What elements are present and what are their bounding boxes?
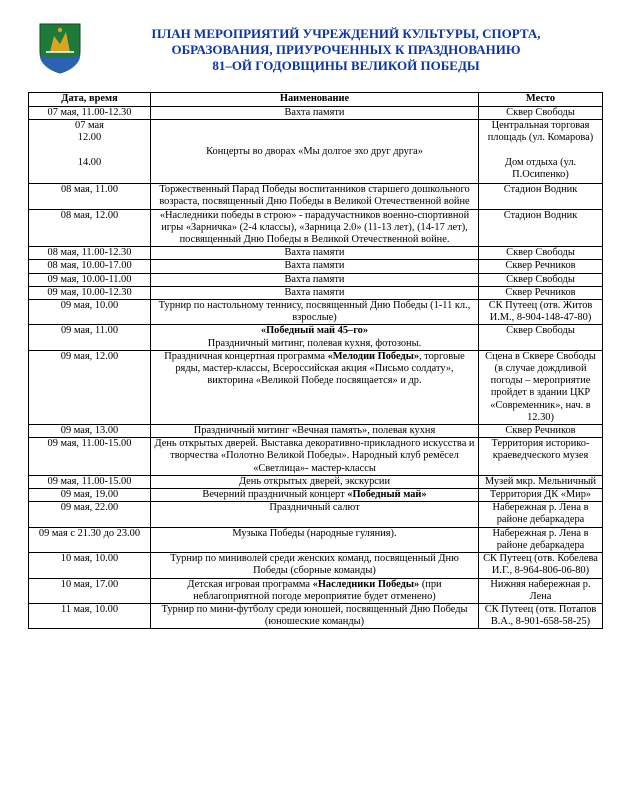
document-header [0,0,629,92]
event-place: Набережная р. Лена в районе дебаркадера [479,502,603,527]
event-name: День открытых дверей. Выставка декоративно-прикладного искусства и творчества «Полотно Великой Победы». Народный клуб ремёсел «Светлица»- мастер-классы [151,438,479,476]
table-row [29,107,603,120]
event-place: Сквер Свободы [479,273,603,286]
event-place: СК Путеец (отв. Потапов В.А., 8-901-658-58-25) [479,603,603,628]
event-date-line: 12.00 [77,132,102,144]
event-date: 08 мая, 12.00 [29,209,151,247]
column-header-date: Дата, время [29,93,151,107]
event-date: 09 мая, 13.00 [29,425,151,438]
event-place: Музей мкр. Мельничный [479,475,603,488]
title-line-3: 81–ОЙ ГОДОВЩИНЫ ВЕЛИКОЙ ПОБЕДЫ [212,58,480,73]
event-place: СК Путеец (отв. Житов И.М., 8-904-148-47-80) [479,300,603,325]
event-name-detail: Праздничный митинг, полевая кухня, фотозоны. [207,337,422,349]
event-place: Территория ДК «Мир» [479,489,603,502]
table-row [29,184,603,209]
column-header-place: Место [479,93,603,107]
title-line-2: ОБРАЗОВАНИЯ, ПРИУРОЧЕННЫХ К ПРАЗДНОВАНИЮ [171,42,521,57]
title-line-1: ПЛАН МЕРОПРИЯТИЙ УЧРЕЖДЕНИЙ КУЛЬТУРЫ, СПОРТА, [151,26,541,41]
table-row [29,578,603,603]
event-name: Вахта памяти [151,260,479,273]
coat-of-arms-icon [38,22,82,74]
table-row [29,425,603,438]
event-place: Сквер Речников [479,425,603,438]
event-date: 10 мая, 17.00 [29,578,151,603]
event-name [151,489,479,502]
event-place: Набережная р. Лена в районе дебаркадера [479,527,603,552]
event-name: Вахта памяти [151,247,479,260]
event-name-highlight: «Победный май» [347,489,427,501]
event-name: Турнир по настольному теннису, посвященный Дню Победы (1-11 кл., взрослые) [151,300,479,325]
event-date: 09 мая с 21.30 до 23.00 [29,527,151,552]
event-name-highlight: «Наследники Победы» [312,578,420,590]
event-name: Вахта памяти [151,107,479,120]
event-date: 09 мая, 11.00-15.00 [29,438,151,476]
event-place: Сквер Свободы [479,325,603,350]
event-name [151,350,479,424]
table-row [29,603,603,628]
table-header-row [29,93,603,107]
event-name: Торжественный Парад Победы воспитанников старшего дошкольного возраста, посвященный Дню Победы в Великой Отечественной войне [151,184,479,209]
table-row [29,247,603,260]
event-place [479,120,603,184]
event-date: 09 мая, 11.00-15.00 [29,475,151,488]
event-name-highlight: «Мелодии Победы» [327,350,420,362]
event-place: Сквер Свободы [479,107,603,120]
event-place: СК Путеец (отв. Кобелева И.Г., 8-964-806-06-80) [479,553,603,578]
event-place-line: Дом отдыха (ул. П.Осипенко) [504,156,577,180]
event-name-highlight: «Победный май 45–го» [260,325,369,337]
event-name: Турнир по мини-футболу среди юношей, посвященный Дню Победы (юношеские команды) [151,603,479,628]
event-date-line: 14.00 [77,156,102,168]
event-name: День открытых дверей, экскурсии [151,475,479,488]
event-place: Сквер Речников [479,260,603,273]
table-row [29,502,603,527]
event-name-prefix: Вечерний праздничный концерт [202,489,348,501]
table-row [29,209,603,247]
events-table [28,92,603,629]
event-date [29,120,151,184]
event-name [151,325,479,350]
event-name: Праздничный митинг «Вечная память», полевая кухня [151,425,479,438]
event-name: Музыка Победы (народные гуляния). [151,527,479,552]
event-date: 09 мая, 10.00-12.30 [29,286,151,299]
event-date: 09 мая, 12.00 [29,350,151,424]
event-name-detail: (при неблагоприятной погоде мероприятие будет отменено) [193,578,442,602]
table-row [29,553,603,578]
spacer [481,145,600,157]
event-date: 07 мая, 11.00-12.30 [29,107,151,120]
event-name: Вахта памяти [151,286,479,299]
event-place-line: Центральная торговая площадь (ул. Комарова) [487,120,594,144]
column-header-name: Наименование [151,93,479,107]
event-date: 08 мая, 10.00-17.00 [29,260,151,273]
spacer [31,145,148,157]
event-name: Вахта памяти [151,273,479,286]
event-name-prefix: Праздничная концертная программа [164,350,328,362]
table-row [29,350,603,424]
page-title [96,26,596,74]
event-date: 11 мая, 10.00 [29,603,151,628]
event-place: Нижняя набережная р. Лена [479,578,603,603]
table-row [29,286,603,299]
event-date: 09 мая, 11.00 [29,325,151,350]
event-place: Стадион Водник [479,184,603,209]
table-row [29,260,603,273]
event-date-line: 07 мая [75,120,104,132]
event-place: Сквер Речников [479,286,603,299]
event-place: Сквер Свободы [479,247,603,260]
event-place: Стадион Водник [479,209,603,247]
event-date: 09 мая, 19.00 [29,489,151,502]
table-row [29,300,603,325]
table-row [29,273,603,286]
table-row [29,325,603,350]
event-date: 08 мая, 11.00 [29,184,151,209]
event-name-detail: , торговые ряды, мастер-классы, Всероссийская акция «Письмо солдату», викторина «Великой Победе посвящается» и др. [175,350,465,387]
table-row [29,438,603,476]
table-row [29,120,603,184]
event-name [151,578,479,603]
event-name: «Наследники победы в строю» - парадучастников военно-спортивной игры «Зарничка» (2-4 классы), «Зарница 2.0» (11-13 лет), (14-17 лет), посвященный Дню Победы в Великой Отечественной войне. [151,209,479,247]
event-date: 08 мая, 11.00-12.30 [29,247,151,260]
event-name: Праздничный салют [151,502,479,527]
event-date: 10 мая, 10.00 [29,553,151,578]
event-name: Концерты во дворах «Мы долгое эхо друг друга» [151,120,479,184]
event-date: 09 мая, 10.00-11.00 [29,273,151,286]
event-place: Территория историко-краеведческого музея [479,438,603,476]
event-date: 09 мая, 22.00 [29,502,151,527]
event-name: Турнир по миниволей среди женских команд, посвященный Дню Победы (сборные команды) [151,553,479,578]
table-row [29,489,603,502]
event-date: 09 мая, 10.00 [29,300,151,325]
table-row [29,475,603,488]
table-row [29,527,603,552]
event-name-prefix: Детская игровая программа [187,578,313,590]
event-place: Сцена в Сквере Свободы (в случае дождливой погоды – мероприятие пройдет в здании ЦКР «Современник», нач. в 12.30) [479,350,603,424]
